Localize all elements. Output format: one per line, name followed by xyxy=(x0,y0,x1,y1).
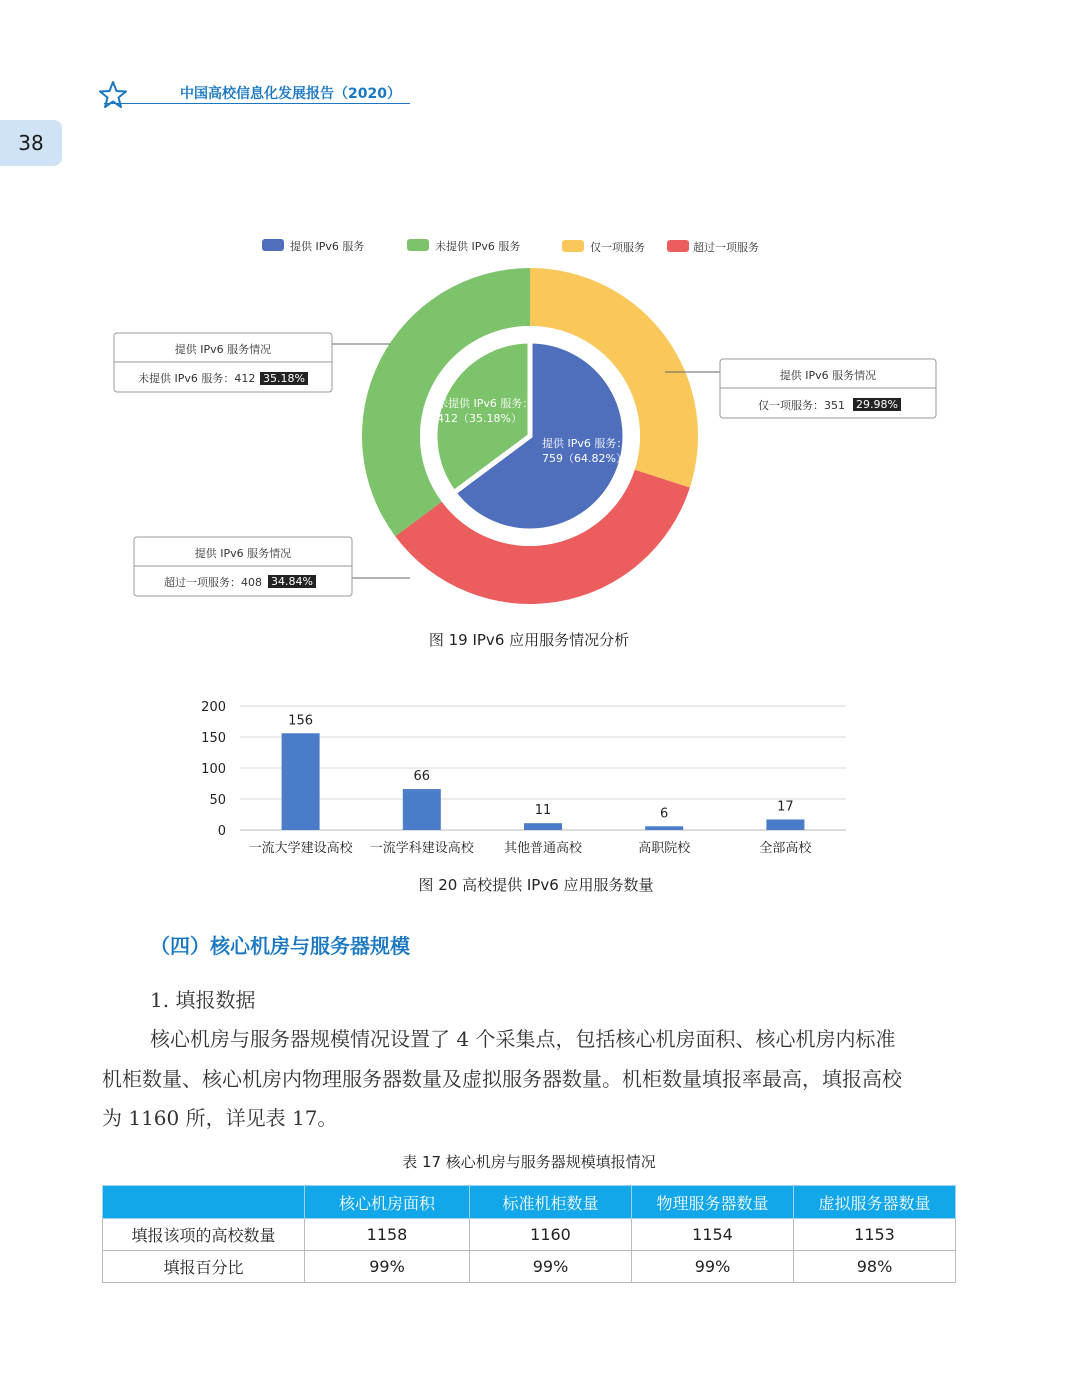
callout-not-provided xyxy=(114,333,332,392)
table-cell: 98% xyxy=(794,1251,956,1283)
table-cell: 1158 xyxy=(305,1219,470,1251)
legend-swatch-multi xyxy=(667,240,689,252)
legend-label-not-provided: 未提供 IPv6 服务 xyxy=(435,240,521,253)
bar-data-label: 6 xyxy=(660,806,669,822)
table-row xyxy=(103,1251,956,1283)
figure-20-caption: 图 20 高校提供 IPv6 应用服务数量 xyxy=(418,876,654,894)
table-header-row xyxy=(103,1186,956,1219)
table-row xyxy=(103,1219,956,1251)
callout-title: 提供 IPv6 服务情况 xyxy=(779,369,877,382)
table-header-cell: 核心机房面积 xyxy=(305,1186,470,1219)
x-category-label: 一流学科建设高校 xyxy=(369,841,474,856)
bar-data-label: 11 xyxy=(534,803,552,819)
table-cell: 1153 xyxy=(794,1219,956,1251)
legend-label-provided: 提供 IPv6 服务 xyxy=(290,240,365,253)
callout-percent: 35.18% xyxy=(263,372,305,385)
ipv6-bar-chart xyxy=(190,690,860,865)
y-tick-label: 0 xyxy=(217,824,226,839)
bar xyxy=(766,819,804,830)
callout-title: 提供 IPv6 服务情况 xyxy=(194,547,292,560)
table-cell: 99% xyxy=(632,1251,794,1283)
paragraph-line-1: 核心机房与服务器规模情况设置了 4 个采集点，包括核心机房面积、核心机房内标准 xyxy=(150,1027,896,1051)
callout-value: 超过一项服务：408 xyxy=(164,576,262,589)
bar xyxy=(403,789,441,830)
y-tick-label: 50 xyxy=(209,793,226,808)
inner-label-not-provided-1: 未提供 IPv6 服务： xyxy=(437,397,534,410)
callout-title: 提供 IPv6 服务情况 xyxy=(174,343,272,356)
legend-swatch-not-provided xyxy=(407,239,429,251)
bar xyxy=(524,823,562,830)
bar-data-label: 156 xyxy=(288,713,314,729)
callout-multi xyxy=(134,537,352,596)
table-header-cell: 物理服务器数量 xyxy=(632,1186,794,1219)
bar-data-label: 66 xyxy=(413,769,431,785)
bar-chart-bars xyxy=(249,713,813,856)
ipv6-donut-chart xyxy=(100,225,960,625)
legend-swatch-single xyxy=(562,240,584,252)
callout-value: 未提供 IPv6 服务：412 xyxy=(138,372,256,385)
y-tick-label: 100 xyxy=(201,762,226,777)
table-header-cell: 虚拟服务器数量 xyxy=(794,1186,956,1219)
x-category-label: 高职院校 xyxy=(638,841,691,856)
donut-slices xyxy=(362,268,698,604)
x-category-label: 其他普通高校 xyxy=(503,841,583,856)
figure-19-caption: 图 19 IPv6 应用服务情况分析 xyxy=(428,631,630,649)
y-tick-label: 200 xyxy=(201,700,226,715)
table-header-cell: 标准机柜数量 xyxy=(470,1186,632,1219)
table-cell: 99% xyxy=(470,1251,632,1283)
callout-value: 仅一项服务：351 xyxy=(758,399,845,412)
callout-percent: 34.84% xyxy=(271,575,313,588)
table-17-caption: 表 17 核心机房与服务器规模填报情况 xyxy=(402,1153,656,1171)
y-tick-label: 150 xyxy=(201,731,226,746)
table-cell: 1154 xyxy=(632,1219,794,1251)
header-rule xyxy=(104,103,410,104)
header-title: 中国高校信息化发展报告（2020） xyxy=(180,86,401,102)
section-heading: （四）核心机房与服务器规模 xyxy=(150,934,410,958)
bar xyxy=(645,826,683,830)
inner-label-not-provided-2: 412（35.18%） xyxy=(437,412,522,425)
table-cell: 填报该项的高校数量 xyxy=(103,1219,305,1251)
paragraph-line-2: 机柜数量、核心机房内物理服务器数量及虚拟服务器数量。机柜数量填报率最高，填报高校 xyxy=(102,1067,902,1091)
page-number: 38 xyxy=(0,120,62,166)
data-table xyxy=(102,1185,956,1283)
inner-label-provided-2: 759（64.82%） xyxy=(542,452,627,465)
table-cell: 填报百分比 xyxy=(103,1251,305,1283)
inner-label-provided-1: 提供 IPv6 服务： xyxy=(542,437,628,450)
x-category-label: 一流大学建设高校 xyxy=(248,841,353,856)
x-category-label: 全部高校 xyxy=(759,841,812,856)
callout-percent: 29.98% xyxy=(856,398,898,411)
legend-swatch-provided xyxy=(262,239,284,251)
donut-legend xyxy=(262,239,759,254)
legend-label-multi: 超过一项服务 xyxy=(693,241,759,254)
legend-label-single: 仅一项服务 xyxy=(590,241,645,254)
bar xyxy=(282,733,320,830)
table-cell: 1160 xyxy=(470,1219,632,1251)
paragraph-line-3: 为 1160 所，详见表 17。 xyxy=(102,1106,338,1130)
callout-single xyxy=(720,359,936,418)
table-cell: 99% xyxy=(305,1251,470,1283)
subheading: 1. 填报数据 xyxy=(150,988,256,1012)
table-header-cell xyxy=(103,1186,305,1219)
bar-data-label: 17 xyxy=(777,799,794,815)
